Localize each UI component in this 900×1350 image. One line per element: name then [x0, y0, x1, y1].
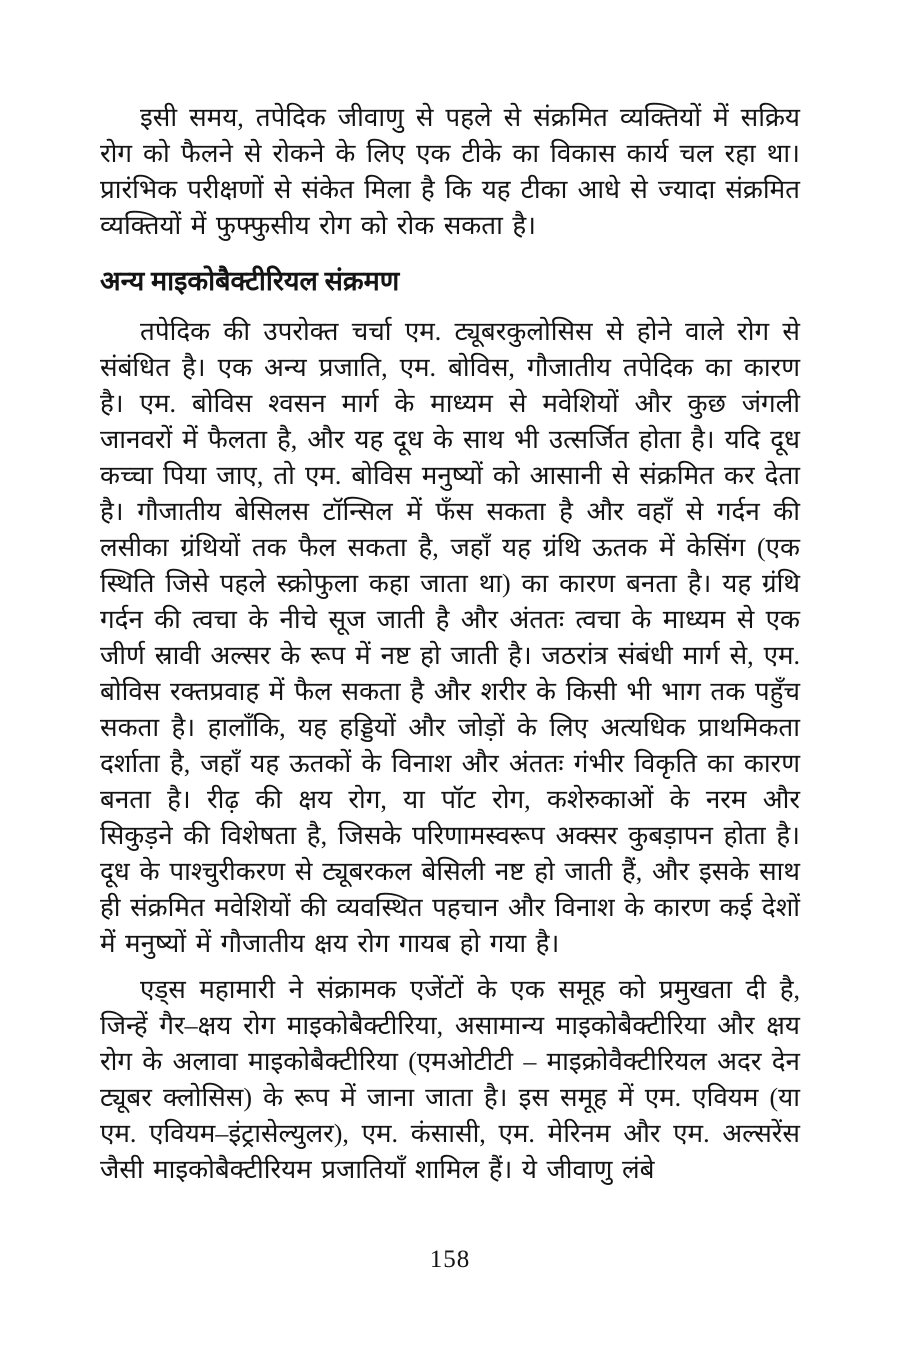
page-number: 158	[429, 1246, 471, 1273]
paragraph-vaccine-intro: इसी समय, तपेदिक जीवाणु से पहले से संक्रमित व्यक्तियों में सक्रिय रोग को फैलने से रोकने के लिए एक टीके का विकास कार्य चल रहा था। प्रारंभिक परीक्षणों से संकेत मिला है कि यह टीका आधे से ज्यादा संक्रमित व्यक्तियों में फुफ्फुसीय रोग को रोक सकता है।	[100, 103, 800, 240]
paragraph-mott-mycobacteria: एड्स महामारी ने संक्रामक एजेंटों के एक समूह को प्रमुखता दी है, जिन्हें गैर–क्षय रोग माइकोबैक्टीरिया, असामान्य माइकोबैक्टीरिया और क्षय रोग के अलावा माइकोबैक्टीरिया (एमओटीटी – माइक्रोवैक्टीरियल अदर देन ट्यूबर क्लोसिस) के रूप में जाना जाता है। इस समूह में एम. एवियम (या एम. एवियम–इंट्रासेल्युलर), एम. कंसासी, एम. मेरिनम और एम. अल्सरेंस जैसी माइकोबैक्टीरियम प्रजातियाँ शामिल हैं। ये जीवाणु लंबे	[100, 975, 800, 1184]
section-heading: अन्य माइकोबैक्टीरियल संक्रमण	[100, 266, 400, 296]
paragraph-bovine-tuberculosis: तपेदिक की उपरोक्त चर्चा एम. ट्यूबरकुलोसिस से होने वाले रोग से संबंधित है। एक अन्य प्रजाति, एम. बोविस, गौजातीय तपेदिक का कारण है। एम. बोविस श्वसन मार्ग के माध्यम से मवेशियों और कुछ जंगली जानवरों में फैलता है, और यह दूध के साथ भी उत्सर्जित होता है। यदि दूध कच्चा पिया जाए, तो एम. बोविस मनुष्यों को आसानी से संक्रमित कर देता है। गौजातीय बेसिलस टॉन्सिल में फँस सकता है और वहाँ से गर्दन की लसीका ग्रंथियों तक फैल सकता है, जहाँ यह ग्रंथि ऊतक में केसिंग (एक स्थिति जिसे पहले स्क्रोफुला कहा जाता था) का कारण बनता है। यह ग्रंथि गर्दन की त्वचा के नीचे सूज जाती है और अंततः त्वचा के माध्यम से एक जीर्ण स्रावी अल्सर के रूप में नष्ट हो जाती है। जठरांत्र संबंधी मार्ग से, एम. बोविस रक्तप्रवाह में फैल सकता है और शरीर के किसी भी भाग तक पहुँच सकता है। हालाँकि, यह हड्डियों और जोड़ों के लिए अत्यधिक प्राथमिकता दर्शाता है, जहाँ यह ऊतकों के विनाश और अंततः गंभीर विकृति का कारण बनता है। रीढ़ की क्षय रोग, या पॉट रोग, कशेरुकाओं के नरम और सिकुड़ने की विशेषता है, जिसके परिणामस्वरूप अक्सर कुबड़ापन होता है। दूध के पाश्चुरीकरण से ट्यूबरकल बेसिली नष्ट हो जाती हैं, और इसके साथ ही संक्रमित मवेशियों की व्यवस्थित पहचान और विनाश के कारण कई देशों में मनुष्यों में गौजातीय क्षय रोग गायब हो गया है।	[100, 317, 800, 958]
